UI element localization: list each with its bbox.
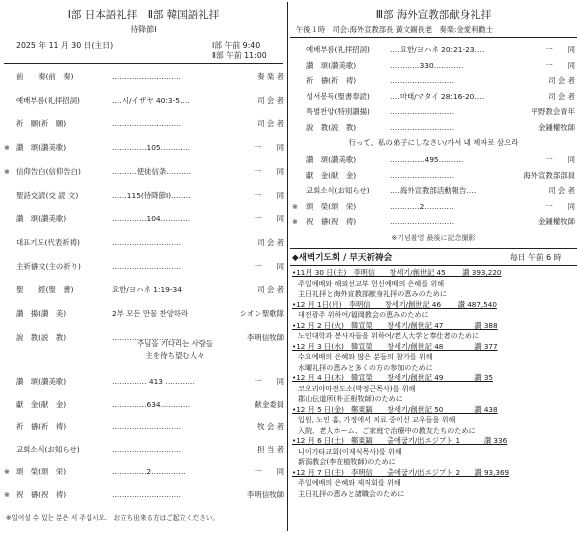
order-item-label: 祈 禱(祈 祷) — [16, 422, 67, 431]
dawn-entry-prayer-ko: 입원, 노인 홈, 가정에서 치료 중이신 교우들을 위해 — [298, 415, 456, 424]
order-item-label: 祝 禱(祝 祷) — [16, 489, 67, 499]
order-item-label: 信仰告白(信仰告白) — [16, 166, 81, 176]
order-item-label: 說 教(説 教) — [16, 332, 67, 342]
dawn-entry-line: •12 月 7 日(主) 李明信 출애굽기/出エジプト 2 讃 93,369 — [292, 467, 510, 477]
order-item-person: 一 同 — [545, 155, 575, 164]
order-item-label: 讃 頌(讃美歌) — [306, 155, 357, 164]
order-item-label: 獻 金(献 金) — [16, 399, 67, 409]
right-column — [290, 0, 577, 533]
order-item-person: 牧 会 者 — [257, 422, 284, 431]
dawn-entry-line: •11月 30 日(主) 李明信 창세기/創世記 45 讃 393,220 — [292, 268, 502, 277]
order-item-detail: ‥‥‥‥‥‥‥‥‥‥‥‥‥‥ — [112, 261, 182, 271]
order-item-person: 担 当 者 — [257, 444, 284, 454]
order-item-label: 교회소식(お知らせ) — [16, 444, 80, 454]
dawn-entry-prayer-ja: 新潟教会(李在植牧師)のために — [298, 457, 396, 466]
dawn-entry-prayer-ja: 入院、老人ホーム、ご家庭で治療中の教友たちのために — [298, 425, 476, 435]
photo-note: ※기념촬영 最後に記念撮影 — [391, 234, 476, 242]
order-item-label: 聖 經(聖 書) — [16, 285, 74, 295]
order-item-detail: ‥‥시/イザヤ 40:3-5‥‥ — [112, 95, 190, 105]
order-item-detail: ‥‥‥‥‥‥2‥‥‥‥‥‥ — [390, 201, 454, 211]
order-item-person: 金鍾權牧師 — [538, 122, 575, 132]
order-item-detail: ‥‥‥‥‥‥‥ 413 ‥‥‥‥‥‥ — [112, 377, 195, 386]
order-item-detail: ‥‥‥‥‥‥‥‥‥‥‥‥‥‥ — [112, 119, 182, 129]
right-title: Ⅲ部 海外宣教部献身礼拝 — [375, 9, 492, 21]
order-item-person: 一 同 — [545, 60, 575, 70]
order-item-person: 司 会 者 — [257, 237, 284, 247]
dawn-entry-line: •12 月 6 日(土) 鄭東鎬 출애굽기/出エジプト 1 讃 336 — [292, 436, 508, 445]
dawn-entry-prayer-ja: 主日礼拝と海外宣教部献身礼拝の恵みのために — [298, 289, 447, 298]
order-item-label: 讃 頌(讃美歌) — [306, 60, 357, 70]
order-item-detail: ‥‥‥‥‥‥‥‥‥‥‥‥‥ — [390, 170, 455, 180]
dawn-prayer-time: 毎日 午前 6 時 — [510, 253, 562, 262]
order-item-label: 祈 禱(祈 祷) — [306, 76, 357, 85]
order-star-mark: ※ — [292, 202, 298, 211]
left-footnote: ※일어설 수 있는 분은 서 주십시오. お立ち出来る方はご起立ください。 — [6, 514, 219, 522]
order-item-person: シオン聖歌隊 — [239, 309, 284, 318]
dawn-prayer-title: ◆새벽기도회 / 早天祈祷会 — [292, 253, 393, 263]
order-item-person: 一 同 — [545, 45, 575, 54]
service-time-2: Ⅱ部 午前 11:00 — [212, 51, 267, 60]
order-item-detail: 2부 모든 만물 찬양하라 — [112, 309, 189, 318]
order-item-label: 성서봉독(聖書奉読) — [306, 91, 370, 101]
order-item-label: 특별찬양(特別讃揚) — [306, 107, 370, 116]
order-item-label: 前 奏(前 奏) — [16, 72, 74, 81]
service-time-1: Ⅰ部 午前 9:40 — [212, 41, 261, 50]
order-item-detail: ‥‥‥‥‥‥‥‥‥‥‥‥‥ — [390, 217, 455, 226]
order-item-label: 예배부름(礼拝招詞) — [16, 95, 80, 105]
left-subtitle: 待降節Ⅰ — [130, 25, 157, 34]
column-divider — [287, 2, 288, 531]
order-star-mark: ※ — [292, 218, 298, 226]
order-item-label: 主祈禱文(主の祈り) — [16, 261, 81, 271]
order-item-person: 一 同 — [254, 190, 284, 200]
order-item-label: 祝 禱(祝 祷) — [306, 217, 357, 226]
dawn-entry-line: •12 月 5 日(金) 鄭東鎬 창세기/創世記 50 讃 438 — [292, 404, 498, 414]
dawn-entry-prayer-ko: 주일예배의 은혜와 제직회를 위해 — [298, 478, 401, 487]
dawn-entry-line: •12 月 2 日(火) 韓宣榮 창세기/創世記 47 讃 388 — [292, 320, 498, 330]
order-item-label: 교회소식(お知らせ) — [306, 186, 370, 195]
dawn-entry-prayer-ko: 니이가타교회(이재식목사)를 위해 — [298, 446, 402, 456]
order-star-mark: ※ — [4, 167, 10, 176]
order-item-detail: ‥‥海外宣教部活動報告‥‥ — [390, 186, 477, 195]
order-item-person: 司 会 者 — [548, 91, 575, 101]
dawn-entry-prayer-ko: 대전광주 위하여/福岡教会の恵みのために — [298, 310, 429, 319]
left-title: Ⅰ部 日本語礼拝 Ⅱ部 韓国語礼拝 — [67, 9, 220, 21]
order-item-detail: ‥‥요한/ヨハネ 20:21-23‥‥ — [390, 45, 485, 54]
order-item-person: 一 同 — [254, 467, 284, 476]
order-item-person: 一 同 — [254, 143, 284, 153]
order-item-person: 司 会 者 — [257, 95, 284, 105]
order-item-detail: ‥‥마태/マタイ 28:16-20‥‥ — [390, 91, 485, 101]
order-item-detail: ‥‥‥‥‥‥‥634‥‥‥‥‥‥ — [112, 399, 191, 409]
order-item-detail: ‥‥‥115(待降節Ⅰ)‥‥‥‥ — [112, 190, 191, 200]
order-star-mark: ※ — [4, 468, 10, 476]
order-item-person: 一 同 — [545, 201, 575, 211]
order-item-detail: ‥‥‥‥‥‥‥‥‥‥‥‥‥‥ — [112, 72, 182, 81]
sermon-title-ja: 主を待ち望む人々 — [145, 351, 205, 360]
order-item-person: 献金委員 — [254, 399, 284, 409]
sermon-title-ko: 주님을 기다리는 사람들 — [136, 339, 214, 348]
order-item-label: 頌 榮(頌 栄) — [306, 201, 357, 211]
left-header-rule — [4, 63, 283, 64]
order-item-person: 司 会 者 — [548, 186, 575, 195]
order-item-detail: 요한/ヨハネ 1:19-34 — [112, 285, 182, 295]
order-item-detail: ‥‥‥‥‥‥‥‥‥‥‥‥‥ — [390, 122, 455, 132]
order-item-label: 聖詩交読(交 読 文) — [16, 190, 79, 200]
order-item-label: 讃 揚(讃 美) — [16, 309, 67, 318]
order-item-detail: ‥‥‥‥‥使徒信条‥‥‥‥‥ — [112, 166, 191, 176]
order-item-person: 李明信牧師 — [247, 332, 284, 342]
order-item-detail: ‥‥‥‥‥‥‥105‥‥‥‥‥‥ — [112, 143, 191, 153]
order-item-detail: ‥‥‥‥‥‥‥‥‥‥‥‥‥‥ — [112, 237, 182, 247]
order-item-detail: ‥‥‥‥‥‥‥‥‥‥‥‥‥ — [390, 76, 455, 85]
order-item-detail: ‥‥‥‥‥‥‥104‥‥‥‥‥‥ — [112, 214, 191, 224]
right-sermon-title: 行って、私の弟子にしなさい/가서 내 제자로 삼으라 — [348, 138, 519, 147]
order-item-person: 金鍾權牧師 — [538, 217, 575, 226]
order-item-label: 頌 榮(頌 栄) — [16, 467, 67, 476]
order-item-label: 讃 頌(讃美歌) — [16, 214, 67, 224]
order-item-person: 一 同 — [254, 166, 284, 176]
order-item-person: 平野教会青年 — [530, 107, 575, 116]
order-item-person: 李明信牧師 — [247, 489, 284, 499]
dawn-entry-prayer-ja: 水曜礼拝の恵みと多くの方の参加のために — [298, 362, 433, 372]
order-item-detail: ‥‥‥‥‥‥‥‥‥‥‥‥‥‥ — [112, 444, 182, 454]
order-item-label: 說 教(説 教) — [306, 122, 357, 132]
order-item-label: 讃 頌(讃美歌) — [16, 143, 67, 153]
dawn-entry-prayer-ko: 수요예배의 은혜와 많은 분들의 참가를 위해 — [298, 352, 433, 361]
dawn-entry-prayer-ko: 코오리야마전도소(박정근목사)를 위해 — [298, 383, 416, 393]
order-item-detail: ‥‥‥‥‥‥‥‥‥‥‥‥‥‥ — [112, 332, 182, 342]
order-item-person: 一 同 — [254, 214, 284, 224]
order-item-person: 一 同 — [254, 261, 284, 271]
dawn-entry-prayer-ja: 郡山伝道所(朴正根牧師)のために — [298, 394, 403, 403]
order-item-person: 奏 楽 者 — [257, 72, 284, 81]
dawn-entry-prayer-ko: 노인대학과 봉사자들을 위하여/老人大学と奉仕者のために — [298, 331, 480, 340]
order-item-person: 一 同 — [254, 377, 284, 386]
order-item-detail: ‥‥‥‥‥‥‥‥‥‥‥‥‥‥ — [112, 422, 182, 431]
service-date: 2025 年 11 月 30 日(主日) — [16, 41, 114, 50]
order-item-person: 司 会 者 — [548, 76, 575, 85]
right-header-rule — [290, 37, 577, 38]
dawn-entry-line: •12 月 4 日(木) 韓宣榮 창세기/創世記 49 讃 35 — [292, 373, 494, 382]
dawn-entry-prayer-ja: 主日礼拝の恵みと諸職会のために — [298, 488, 405, 498]
order-item-person: 司 会 者 — [257, 285, 284, 295]
order-item-detail: ‥‥‥‥‥‥‥‥‥‥‥‥‥‥ — [112, 489, 182, 499]
dawn-entry-prayer-ko: 주일예배와 해외선교부 헌신예배의 은혜를 위해 — [298, 278, 445, 288]
order-item-detail: ‥‥‥‥‥‥330‥‥‥‥‥‥ — [390, 60, 464, 70]
dawn-entry-line: •12 月 1日(月) 李明信 창세기/創世記 46 讃 487,540 — [292, 299, 497, 309]
order-item-detail: ‥‥‥‥‥‥‥495‥‥‥‥‥ — [390, 155, 464, 164]
order-item-label: 대표기도(代表祈祷) — [16, 237, 80, 247]
left-column — [0, 0, 287, 533]
order-star-mark: ※ — [4, 490, 10, 499]
order-item-detail: ‥‥‥‥‥‥‥‥‥‥‥‥‥ — [390, 107, 455, 116]
right-header: 午後１時 司会:海外宣教部長 黃文錫長老 奏楽:金愛利勸士 — [296, 25, 493, 34]
dawn-entry-line: •12 月 3 日(水) 韓宣榮 창세기/創世記 48 讃 377 — [292, 341, 498, 351]
order-item-person: 海外宣教部部員 — [523, 170, 575, 180]
order-item-label: 獻 金(献 金) — [306, 170, 357, 180]
order-item-label: 祈 願(祈 願) — [16, 119, 67, 129]
order-star-mark: ※ — [4, 144, 10, 153]
order-item-label: 예배부름(礼拝招詞) — [306, 45, 370, 54]
order-item-label: 讃 頌(讃美歌) — [16, 377, 67, 386]
order-item-detail: ‥‥‥‥‥‥‥2‥‥‥‥‥‥‥ — [112, 467, 186, 476]
order-item-person: 司 会 者 — [257, 119, 284, 129]
